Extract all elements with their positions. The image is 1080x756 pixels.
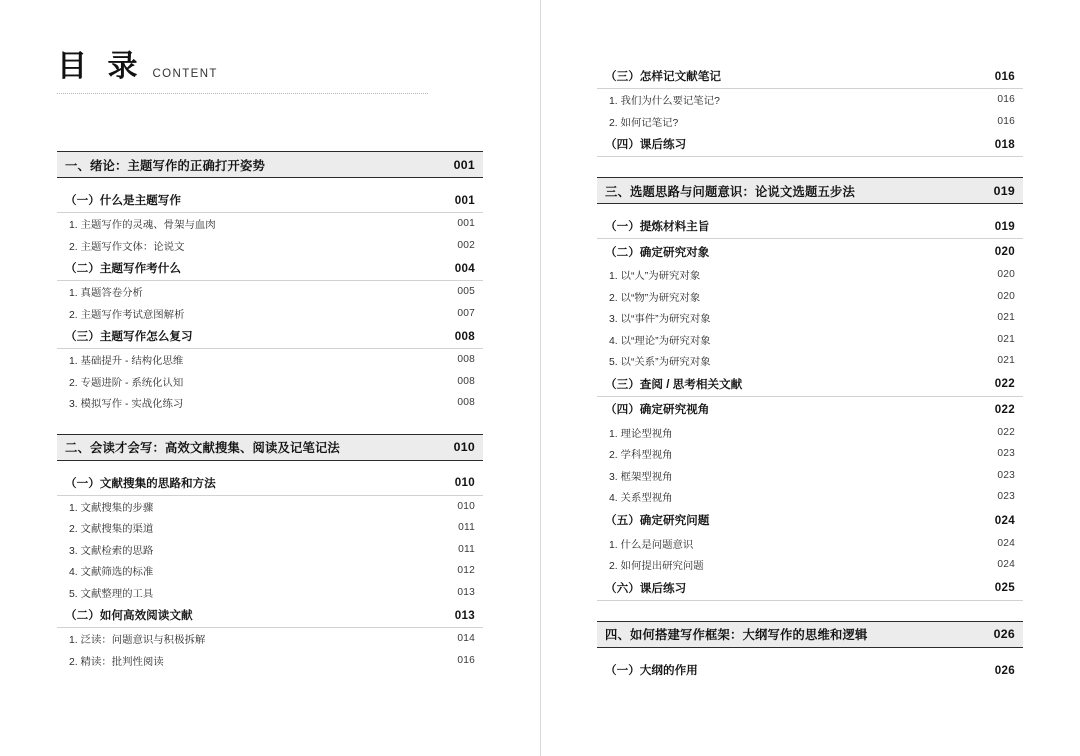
- toc-chapter-page: 001: [453, 157, 475, 172]
- toc-chapter-label: 二、会读才会写：高效文献搜集、阅读及记笔记法: [65, 441, 340, 455]
- toc-section-row[interactable]: [597, 397, 1023, 422]
- toc-entry-label: 2. 主题写作文体：论说文: [69, 241, 185, 253]
- toc-entry-row[interactable]: [57, 582, 483, 604]
- toc-section-row[interactable]: [57, 188, 483, 213]
- toc-entry-label: 2. 以“物”为研究对象: [609, 292, 701, 304]
- toc-section-label: （四）确定研究视角: [605, 403, 710, 416]
- toc-entry-label: 1. 什么是问题意识: [609, 539, 694, 551]
- toc-entry-page: 016: [997, 115, 1015, 127]
- toc-entry-page: 021: [997, 312, 1015, 324]
- toc-entry-row[interactable]: [597, 89, 1023, 111]
- toc-chapter-row[interactable]: [597, 177, 1023, 204]
- spacer: [597, 157, 1023, 177]
- toc-entry-row[interactable]: [597, 307, 1023, 329]
- toc-entry-label: 1. 文献搜集的步骤: [69, 502, 154, 514]
- toc-entry-row[interactable]: [597, 329, 1023, 351]
- toc-entry-label: 1. 主题写作的灵魂、骨架与血肉: [69, 220, 216, 232]
- toc-entry-label: 1. 理论型视角: [609, 428, 673, 440]
- toc-entry-page: 012: [457, 565, 475, 577]
- toc-entry-page: 024: [997, 537, 1015, 549]
- toc-section-label: （一）提炼材料主旨: [605, 220, 710, 233]
- toc-chapter-page: 010: [453, 440, 475, 454]
- toc-entry-row[interactable]: [57, 213, 483, 235]
- toc-entry-label: 1. 真题答卷分析: [69, 288, 143, 300]
- toc-entry-label: 2. 如何记笔记?: [609, 117, 679, 129]
- toc-entry-page: 020: [997, 269, 1015, 281]
- toc-entry-row[interactable]: [597, 533, 1023, 555]
- toc-entry-page: 010: [457, 500, 475, 512]
- toc-section-page: 022: [994, 402, 1015, 416]
- toc-section-row[interactable]: [57, 324, 483, 349]
- toc-entry-label: 1. 以“人”为研究对象: [609, 271, 701, 283]
- toc-section-label: （一）文献搜集的思路和方法: [65, 476, 216, 490]
- toc-section-page: 018: [994, 137, 1015, 151]
- toc-entry-label: 2. 如何提出研究问题: [609, 561, 704, 573]
- toc-entry-page: 023: [997, 469, 1015, 481]
- toc-entry-row[interactable]: [597, 286, 1023, 308]
- toc-section-page: 016: [994, 69, 1015, 83]
- toc-section-page: 013: [454, 608, 475, 622]
- toc-entry-row[interactable]: [57, 303, 483, 325]
- toc-section-page: 020: [994, 245, 1015, 258]
- toc-entry-label: 1. 我们为什么要记笔记?: [609, 96, 720, 108]
- toc-chapter-label: 四、如何搭建写作框架：大纲写作的思维和逻辑: [605, 628, 868, 642]
- toc-section-row[interactable]: [597, 132, 1023, 157]
- toc-section-label: （六）课后练习: [605, 581, 687, 595]
- toc-entry-row[interactable]: [597, 486, 1023, 508]
- toc-section-label: （四）课后练习: [605, 138, 687, 151]
- toc-entry-row[interactable]: [57, 539, 483, 561]
- toc-entry-row[interactable]: [57, 349, 483, 371]
- toc-section-row[interactable]: [57, 471, 483, 496]
- toc-entry-page: 016: [457, 654, 475, 666]
- toc-entry-page: 008: [457, 354, 475, 366]
- toc-section-label: （三）主题写作怎么复习: [65, 330, 193, 343]
- toc-section-row[interactable]: [597, 658, 1023, 683]
- toc-entry-row[interactable]: [597, 443, 1023, 465]
- toc-entry-row[interactable]: [57, 371, 483, 393]
- toc-chapter-label: 三、选题思路与问题意识：论说文选题五步法: [605, 184, 855, 199]
- toc-entry-page: 005: [457, 286, 475, 298]
- toc-entry-page: 002: [457, 239, 475, 251]
- toc-section-page: 004: [454, 261, 475, 275]
- toc-chapter-label: 一、绪论：主题写作的正确打开姿势: [65, 158, 265, 173]
- toc-section-page: 019: [994, 219, 1015, 233]
- toc-entry-page: 001: [457, 218, 475, 230]
- toc-section-label: （一）什么是主题写作: [65, 194, 181, 207]
- toc-chapter-page: 026: [993, 627, 1015, 641]
- toc-entry-label: 4. 以“理论”为研究对象: [609, 335, 711, 347]
- toc-list-left: [57, 151, 483, 671]
- toc-entry-row[interactable]: [57, 628, 483, 650]
- toc-section-label: （二）确定研究对象: [605, 245, 710, 259]
- toc-entry-page: 023: [997, 448, 1015, 460]
- spacer: [597, 204, 1023, 214]
- toc-entry-row[interactable]: [57, 650, 483, 672]
- toc-entry-row[interactable]: [57, 392, 483, 414]
- toc-entry-label: 3. 框架型视角: [609, 471, 673, 483]
- toc-section-label: （三）怎样记文献笔记: [605, 70, 721, 83]
- toc-section-row[interactable]: [597, 239, 1023, 264]
- toc-entry-label: 3. 文献检索的思路: [69, 545, 154, 557]
- toc-entry-row[interactable]: [597, 264, 1023, 286]
- toc-entry-page: 014: [457, 633, 475, 645]
- toc-section-row[interactable]: [597, 372, 1023, 397]
- toc-section-label: （三）查阅 / 思考相关文献: [605, 377, 743, 391]
- toc-entry-label: 4. 文献筛选的标准: [69, 567, 154, 579]
- toc-entry-page: 023: [997, 491, 1015, 503]
- toc-entry-row[interactable]: [597, 465, 1023, 487]
- toc-entry-row[interactable]: [597, 111, 1023, 133]
- toc-title-cn: 目 录: [57, 49, 143, 84]
- toc-section-row[interactable]: [597, 214, 1023, 239]
- toc-entry-page: 016: [997, 94, 1015, 106]
- toc-section-row[interactable]: [597, 576, 1023, 601]
- toc-section-row[interactable]: [57, 603, 483, 628]
- toc-list-right: [597, 64, 1023, 683]
- toc-chapter-page: 019: [993, 183, 1015, 198]
- toc-entry-row[interactable]: [57, 281, 483, 303]
- toc-chapter-row[interactable]: [597, 621, 1023, 648]
- toc-section-label: （二）如何高效阅读文献: [65, 609, 193, 622]
- toc-entry-label: 1. 泛读：问题意识与积极拆解: [69, 635, 206, 647]
- toc-entry-row[interactable]: [57, 496, 483, 518]
- toc-entry-label: 2. 专题进阶 - 系统化认知: [69, 377, 184, 389]
- spacer: [597, 601, 1023, 621]
- spacer: [57, 178, 483, 188]
- toc-section-page: 001: [454, 193, 475, 207]
- toc-section-label: （五）确定研究问题: [605, 514, 710, 527]
- toc-section-page: 008: [454, 329, 475, 343]
- toc-entry-page: 007: [457, 307, 475, 319]
- toc-entry-label: 3. 模拟写作 - 实战化练习: [69, 399, 184, 411]
- toc-section-label: （一）大纲的作用: [605, 664, 698, 677]
- toc-entry-label: 2. 精读：批判性阅读: [69, 656, 164, 668]
- toc-entry-row[interactable]: [57, 235, 483, 257]
- toc-entry-page: 008: [457, 397, 475, 409]
- toc-entry-page: 011: [458, 522, 475, 534]
- toc-title-en: CONTENT: [152, 68, 218, 80]
- toc-section-page: 025: [994, 581, 1015, 594]
- toc-entry-row[interactable]: [597, 554, 1023, 576]
- toc-entry-page: 021: [997, 355, 1015, 367]
- toc-section-page: 024: [994, 513, 1015, 527]
- toc-entry-row[interactable]: [57, 560, 483, 582]
- spacer: [597, 648, 1023, 658]
- toc-entry-label: 5. 以“关系”为研究对象: [609, 357, 711, 369]
- toc-entry-label: 2. 学科型视角: [609, 450, 673, 462]
- toc-entry-page: 008: [457, 375, 475, 387]
- toc-entry-page: 013: [457, 586, 475, 598]
- toc-heading: [57, 49, 483, 84]
- toc-entry-label: 1. 基础提升 - 结构化思维: [69, 356, 184, 368]
- toc-section-row[interactable]: [597, 64, 1023, 89]
- toc-section-page: 026: [994, 663, 1015, 677]
- toc-entry-label: 2. 主题写作考试意图解析: [69, 309, 185, 321]
- toc-section-row[interactable]: [57, 256, 483, 281]
- toc-chapter-row[interactable]: [57, 151, 483, 178]
- toc-entry-label: 5. 文献整理的工具: [69, 588, 154, 600]
- toc-section-page: 010: [454, 476, 475, 489]
- toc-entry-label: 4. 关系型视角: [609, 493, 673, 505]
- toc-entry-row[interactable]: [597, 422, 1023, 444]
- toc-entry-row[interactable]: [57, 517, 483, 539]
- toc-entry-page: 020: [997, 290, 1015, 302]
- toc-entry-label: 2. 文献搜集的渠道: [69, 524, 154, 536]
- toc-section-label: （二）主题写作考什么: [65, 262, 181, 275]
- toc-entry-label: 3. 以“事件”为研究对象: [609, 314, 711, 326]
- spacer: [57, 414, 483, 434]
- spacer: [57, 461, 483, 471]
- toc-entry-row[interactable]: [597, 350, 1023, 372]
- toc-entry-page: 024: [997, 559, 1015, 571]
- toc-entry-page: 022: [997, 426, 1015, 438]
- right-page: [540, 0, 1080, 756]
- toc-section-row[interactable]: [597, 508, 1023, 533]
- toc-entry-page: 011: [458, 543, 475, 555]
- toc-chapter-row[interactable]: [57, 434, 483, 461]
- toc-entry-page: 021: [997, 333, 1015, 345]
- toc-section-page: 022: [994, 377, 1015, 390]
